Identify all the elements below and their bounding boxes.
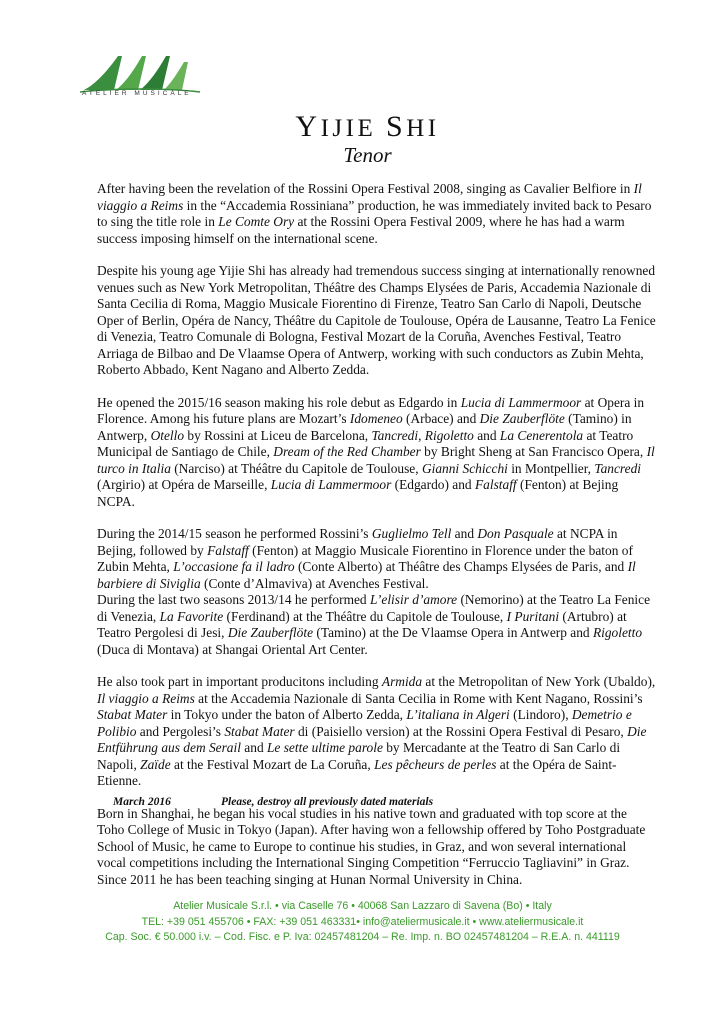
work-title: Die Zauberflöte bbox=[227, 625, 314, 640]
work-title: Stabat Mater bbox=[224, 723, 295, 739]
work-title: Il viaggio a Reims bbox=[97, 690, 195, 706]
work-title: Tancredi bbox=[594, 460, 641, 476]
bio-paragraph: He opened the 2015/16 season making his role debut as Edgardo in Lucia di Lammermoor at Opera in Florence. Among his future plans are Mozart’s Idomeneo (Arbace) and Die Zauberflöte (Tamino) in Antwerp, Otello by Rossini at Liceu de Barcelona, Tancredi, Rigoletto and La Cenerentola at Teatro Municipal de Santiago de Chile, Dream of the Red Chamber by Bright Sheng at San Francisco Opera, Il turco in Italia (Narciso) at Théâtre du Capitole de Toulouse, Gianni Schicchi in Montpellier, Tancredi (Argirio) at Opéra de Marseille, Lucia di Lammermoor (Edgardo) and Falstaff (Fenton) at Bejing NCPA. bbox=[97, 394, 655, 509]
document-meta bbox=[113, 796, 434, 808]
work-title: Die Zauberflöte bbox=[479, 411, 565, 426]
work-title: Le sette ultime parole bbox=[266, 740, 383, 755]
work-title: Rigoletto bbox=[592, 625, 643, 640]
footer-address: Atelier Musicale S.r.l. • via Caselle 76 • 40068 San Lazzaro di Savena (Bo) • Italy bbox=[173, 900, 552, 912]
footer-contacts: TEL: +39 051 455706 • FAX: +39 051 463331• info@ateliermusicale.it • www.ateliermusicale.it bbox=[141, 915, 584, 928]
work-title: Die Entführung aus dem Serail bbox=[97, 723, 647, 755]
logo-wordmark: ATELIER MUSICALE bbox=[82, 90, 192, 97]
work-title: Lucia di Lammermoor bbox=[460, 394, 582, 410]
work-title: Don Pasquale bbox=[477, 526, 554, 541]
bio-paragraph: During the 2014/15 season he performed Rossini’s Guglielmo Tell and Don Pasquale at NCPA in Bejing, followed by Falstaff (Fenton) at Maggio Musicale Fiorentino in Florence under the baton of Zubin Mehta, L’occasione fa il ladro (Conte Alberto) at Théâtre des Champs Elysées de Paris, and Il barbiere di Siviglia (Conte d’Almaviva) at Avenches Festival. bbox=[97, 526, 636, 591]
bio-paragraph: He also took part in important producitons including Armida at the Metropolitan of New York (Ubaldo), Il viaggio a Reims at the Accademia Nazionale di Santa Cecilia in Rome with Kent Nagano, Rossini’s Stabat Mater in Tokyo under the baton of Alberto Zedda, L’italiana in Algeri (Lindoro), Demetrio e Polibio and Pergolesi’s Stabat Mater di (Paisiello version) at the Rossini Opera Festival di Pesaro, Die Entführung aus dem Serail and Le sette ultime parole by Mercadante at the Teatro di San Carlo di Napoli, Zaïde at the Festival Mozart de La Coruña, Les pêcheurs de perles at the Opéra de Saint-Etienne. bbox=[97, 674, 656, 788]
work-title: I Puritani bbox=[506, 608, 560, 624]
work-title: Il turco in Italia bbox=[97, 444, 655, 476]
work-title: Dream of the Red Chamber bbox=[273, 444, 421, 459]
work-title: Armida bbox=[381, 674, 423, 689]
work-title: Le Comte Ory bbox=[218, 214, 295, 229]
work-title: Lucia di Lammermoor bbox=[270, 477, 392, 492]
company-footer bbox=[0, 899, 725, 946]
document-date: March 2016 bbox=[113, 796, 171, 808]
work-title: Demetrio e Polibio bbox=[97, 707, 632, 739]
footer-legal: Cap. Soc. € 50.000 i.v. – Cod. Fisc. e P. Iva: 02457481204 – Re. Imp. n. BO 02457481204 – R.E.A. n. 441119 bbox=[105, 931, 620, 943]
work-title: Il viaggio a Reims bbox=[97, 181, 642, 213]
bio-paragraph: During the last two seasons 2013/14 he performed L’elisir d’amore (Nemorino) at the Teatro La Fenice di Venezia, La Favorite (Ferdinand) at the Théâtre du Capitole de Toulouse, I Puritani (Artubro) at Teatro Pergolesi di Jesi, Die Zauberflöte (Tamino) at the De Vlaamse Opera in Antwerp and Rigoletto (Duca di Montava) at Shangai Oriental Art Center. bbox=[97, 592, 651, 657]
work-title: Idomeneo bbox=[349, 411, 403, 426]
bio-paragraph: Since 2011 he has been teaching singing at Hunan Normal University in China. bbox=[97, 871, 523, 887]
work-title: Tancredi, Rigoletto bbox=[371, 427, 474, 443]
work-title: Falstaff bbox=[474, 477, 517, 492]
work-title: La Favorite bbox=[159, 608, 224, 624]
work-title: Gianni Schicchi bbox=[421, 460, 508, 476]
bio-paragraph: Born in Shanghai, he began his vocal studies in his native town and graduated with top score at the Toho College of Music in Tokyo (Japan). After having won a fellowship offered by Toho Postgraduate School of Music, he came to Europe to continue his studies, in Graz, and won several international vocal competitions including the International Singing Competition “Ferruccio Tagliavini” in Graz. bbox=[97, 805, 646, 870]
work-title: L’elisir d’amore bbox=[369, 592, 458, 607]
work-title: Les pêcheurs de perles bbox=[374, 756, 497, 772]
work-title: L’occasione fa il ladro bbox=[173, 559, 295, 574]
work-title: Falstaff bbox=[207, 542, 249, 558]
work-title: La Cenerentola bbox=[499, 427, 584, 443]
work-title: Il barbiere di Siviglia bbox=[97, 559, 636, 591]
voice-type: Tenor bbox=[343, 143, 392, 167]
work-title: Otello bbox=[150, 427, 185, 443]
work-title: Stabat Mater bbox=[97, 707, 168, 722]
work-title: L’italiana in Algeri bbox=[406, 707, 510, 722]
work-title: Guglielmo Tell bbox=[371, 526, 452, 541]
destroy-notice: Please, destroy all previously dated materials bbox=[221, 796, 434, 808]
bio-paragraph: After having been the revelation of the Rossini Opera Festival 2008, singing as Cavalier Belfiore in Il viaggio a Reims in the “Accademia Rossiniana” production, he was immediately invited back to Pesaro to sing the title role in Le Comte Ory at the Rossini Opera Festival 2009, where he has had a warm success imposing himself on the international scene. bbox=[97, 181, 652, 246]
work-title: Zaïde bbox=[140, 756, 171, 772]
artist-name: YIJIE SHI bbox=[295, 110, 440, 143]
bio-paragraph: Despite his young age Yijie Shi has already had tremendous success singing at internationally renowned venues such as New York Metropolitan, Théâtre des Champs Elysées de Paris, Accademia Nazionale di Santa Cecilia di Roma, Maggio Musicale Fiorentino di Firenze, Teatro San Carlo di Napoli, Deutsche Oper of Berlin, Opéra de Nancy, Théâtre du Capitole de Toulouse, Opéra de Lausanne, Teatro La Fenice di Venezia, Teatro Comunale di Bologna, Festival Mozart de la Coruña, Avenches Festival, Teatro Arriaga de Bilbao and De Vlaamse Opera of Antwerp, working with such conductors as Zubin Mehta, Roberto Abbado, Kent Nagano and Alberto Zedda. bbox=[97, 263, 656, 377]
